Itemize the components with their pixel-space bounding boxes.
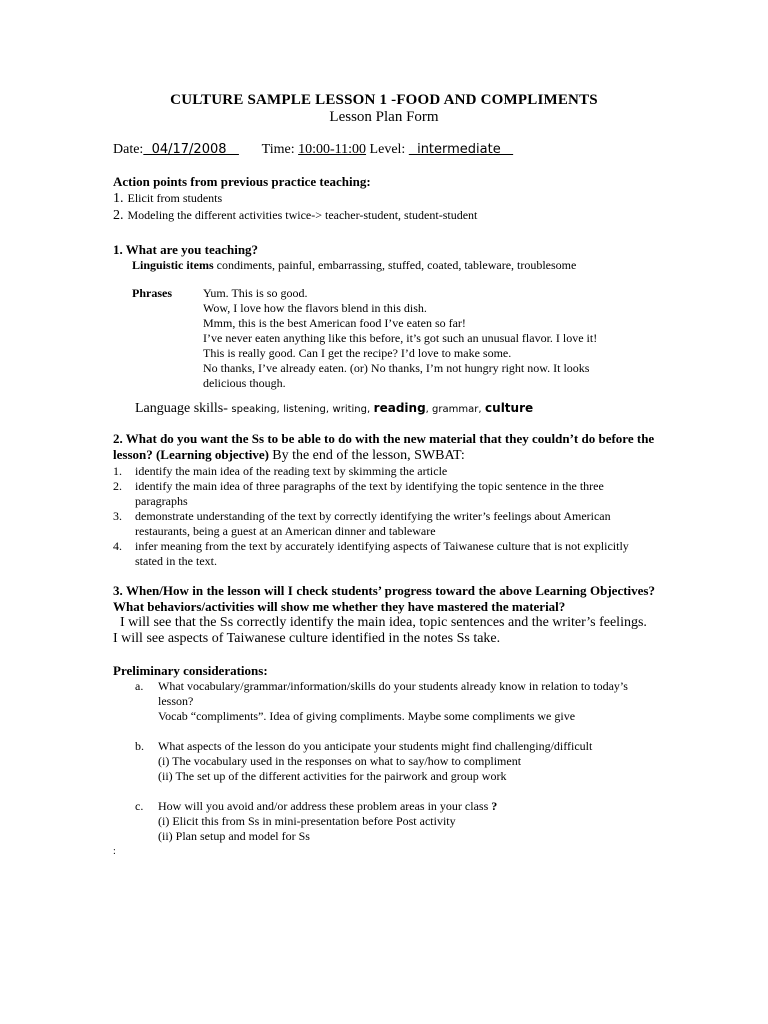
prelim-c: c. How will you avoid and/or address these problem areas in your class ? (i) Elicit this from Ss in mini-presentation before Post activity (ii) Plan setup and model for Ss xyxy=(135,799,498,843)
time-value: 10:00-11:00 xyxy=(298,142,367,157)
level-label: Level: xyxy=(369,142,406,157)
preliminary-heading: Preliminary considerations: xyxy=(113,663,268,678)
phrase-item: This is really good. Can I get the recipe? I’d love to make some. xyxy=(203,346,512,360)
phrases-block xyxy=(113,286,655,391)
question-2-heading: 2. What do you want the Ss to be able to do with the new material that they couldn’t do before the lesson? (Learning objective) By the end of the lesson, SWBAT: xyxy=(113,431,655,463)
action-point-1: 1. Elicit from students xyxy=(113,191,223,206)
list-item: 2. identify the main idea of three paragraphs of the text by identifying the topic sentence in the three paragraphs xyxy=(113,479,604,508)
document-subtitle: Lesson Plan Form xyxy=(329,109,439,125)
phrases-list xyxy=(203,286,623,391)
document-title: CULTURE SAMPLE LESSON 1 -FOOD AND COMPLIMENTS xyxy=(170,92,598,108)
prelim-b: b. What aspects of the lesson do you anticipate your students might find challenging/difficult (i) The vocabulary used in the responses on what to say/how to compliment (ii) The set up of the different activities for the pairwork and group work xyxy=(135,739,593,783)
question-2-section xyxy=(113,431,655,569)
footer-mark: : xyxy=(113,846,116,857)
action-points-section xyxy=(113,174,655,224)
phrase-item: Mmm, this is the best American food I’ve eaten so far! xyxy=(203,316,466,330)
level-value: intermediate xyxy=(408,142,514,157)
prelim-a: a. What vocabulary/grammar/information/skills do your students already know in relation to today’s lesson? Vocab “compliments”. Idea of giving compliments. Maybe some compliments we give xyxy=(135,679,628,723)
phrase-item: Wow, I love how the flavors blend in this dish. xyxy=(203,301,427,315)
question-3-body: I will see that the Ss correctly identify the main idea, topic sentences and the writer’s feelings. I will see aspects of Taiwanese culture identified in the notes Ss take. xyxy=(113,615,654,646)
phrase-item: I’ve never eaten anything like this before, it’s got such an unusual flavor. I love it! xyxy=(203,331,598,345)
document-page xyxy=(113,92,655,858)
meta-line xyxy=(113,142,655,158)
phrase-item: Yum. This is so good. xyxy=(203,286,308,300)
question-3-section xyxy=(113,583,655,647)
list-item: 1. identify the main idea of the reading text by skimming the article xyxy=(113,464,448,478)
question-3-heading: 3. When/How in the lesson will I check students’ progress toward the above Learning Objectives? What behaviors/activities will show me whether they have mastered the material? xyxy=(113,583,655,614)
objectives-list xyxy=(113,464,655,569)
preliminary-section xyxy=(113,663,655,858)
linguistic-items: Linguistic items condiments, painful, embarrassing, stuffed, coated, tableware, troublesome xyxy=(132,258,577,272)
date-label: Date: xyxy=(113,142,144,157)
phrases-label: Phrases xyxy=(132,286,172,300)
action-point-2: 2. Modeling the different activities twice-> teacher-student, student-student xyxy=(113,208,478,223)
date-value: 04/17/2008 xyxy=(143,142,239,157)
action-points-heading: Action points from previous practice teaching: xyxy=(113,174,371,189)
question-1-heading: 1. What are you teaching? xyxy=(113,242,259,257)
list-item: 3. demonstrate understanding of the text by correctly identifying the writer’s feelings about American restaurants, being a guest at an American dinner and tableware xyxy=(113,509,611,538)
time-label: Time: xyxy=(261,142,295,157)
phrase-item: No thanks, I’ve already eaten. (or) No thanks, I’m not hungry right now. It looks delicious though. xyxy=(203,361,590,390)
language-skills: Language skills- speaking, listening, writing, reading, grammar, culture xyxy=(135,401,534,416)
question-1-section xyxy=(113,242,655,417)
list-item: 4. infer meaning from the text by accurately identifying aspects of Taiwanese culture that is not explicitly stated in the text. xyxy=(113,539,629,568)
